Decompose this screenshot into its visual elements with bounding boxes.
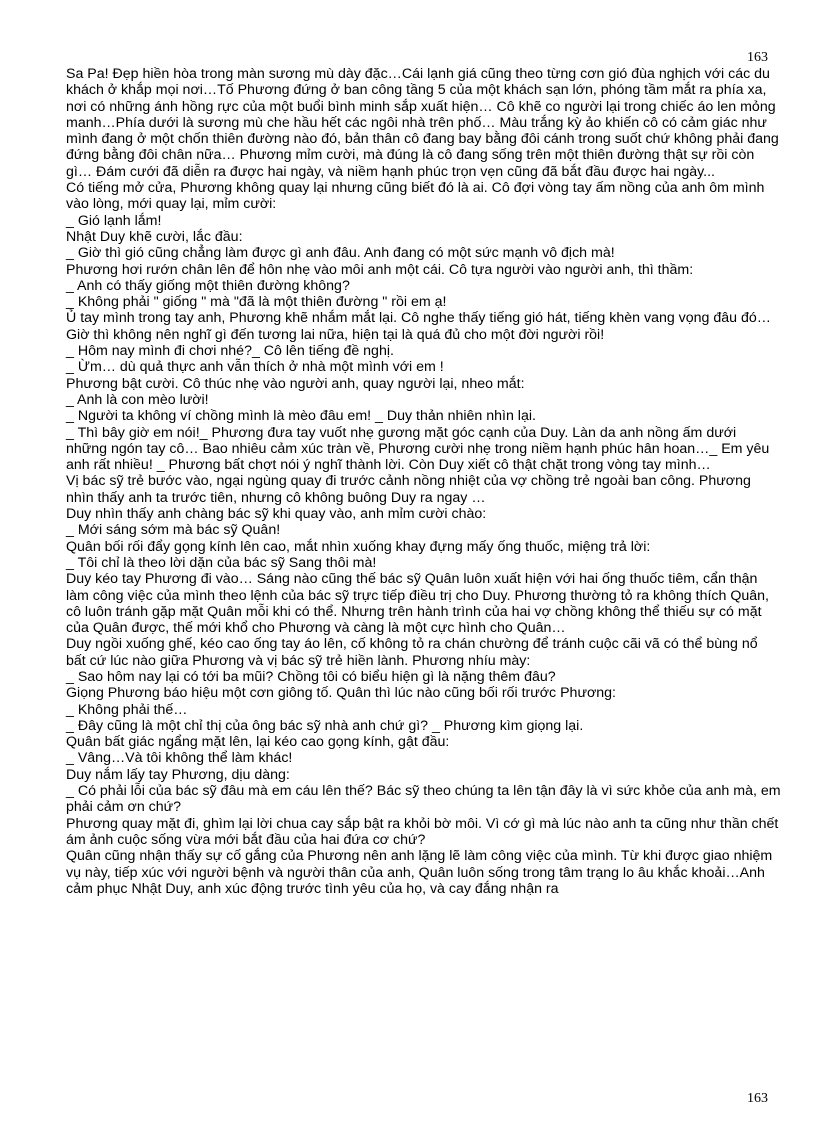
- paragraph: _ Ừm… dù quả thực anh vẫn thích ở nhà một mình với em !: [66, 359, 444, 376]
- paragraph: _ Tôi chỉ là theo lời dặn của bác sỹ Sang thôi mà!: [66, 554, 377, 571]
- story-text: [66, 66, 781, 897]
- paragraph: _ Có phải lỗi của bác sỹ đâu mà em cáu lên thế? Bác sỹ theo chúng ta lên tận đây là vì sức khỏe của anh mà, em phải cảm ơn chứ?: [66, 783, 781, 816]
- paragraph: _ Thì bây giờ em nói!_ Phương đưa tay vuốt nhẹ gương mặt góc cạnh của Duy. Làn da anh nồng ấm dưới những ngón tay cô… Bao nhiêu cảm xúc tràn về, Phương cười nhẹ trong niềm hạnh phúc hân hoan…_ Em yêu anh rất nhiều! _ Phương bất chợt nói ý nghĩ thành lời. Còn Duy xiết cô thật chặt trong vòng tay mình…: [66, 424, 770, 474]
- paragraph: _ Không phải thế…: [66, 701, 188, 718]
- paragraph: Ủ tay mình trong tay anh, Phương khẽ nhắm mắt lại. Cô nghe thấy tiếng gió hát, tiếng khèn vang vọng đâu đó…Giờ thì không nên nghĩ gì đến tương lai nữa, hiện tại là quá đủ cho một đời người rồi!: [66, 310, 771, 343]
- paragraph: _ Vâng…Và tôi không thể làm khác!: [66, 750, 293, 767]
- paragraph: Duy nắm lấy tay Phương, dịu dàng:: [66, 766, 290, 783]
- paragraph: Có tiếng mở cửa, Phương không quay lại nhưng cũng biết đó là ai. Cô đợi vòng tay ấm nồng của anh ôm mình vào lòng, mới quay lại, mỉm cười:: [66, 180, 765, 213]
- paragraph: _ Anh có thấy giống một thiên đường không?: [66, 277, 350, 294]
- paragraph: Vị bác sỹ trẻ bước vào, ngại ngùng quay đi trước cảnh nồng nhiệt của vợ chồng trẻ ngoài ban công. Phương nhìn thấy anh ta trước tiên, nhưng cô không buông Duy ra ngay …: [66, 473, 751, 506]
- paragraph: Quân bối rối đẩy gọng kính lên cao, mắt nhìn xuống khay đựng mấy ống thuốc, miệng trả lời:: [66, 538, 651, 555]
- paragraph: Duy kéo tay Phương đi vào… Sáng nào cũng thế bác sỹ Quân luôn xuất hiện với hai ống thuốc tiêm, cẩn thận làm công việc của mình theo lệnh của bác sỹ trực tiếp điều trị cho Duy. Phương thường tỏ ra không thích Quân, cô luôn tránh gặp mặt Quân mỗi khi có thể. Nhưng trên hành trình của hai vợ chồng không thể thiếu sự có mặt của Quân được, thế mới khổ cho Phương và càng là một cực hình cho Quân…: [66, 571, 769, 637]
- paragraph: Phương bật cười. Cô thúc nhẹ vào người anh, quay người lại, nheo mắt:: [66, 375, 525, 392]
- paragraph: _ Đây cũng là một chỉ thị của ông bác sỹ nhà anh chứ gì? _ Phương kìm giọng lại.: [66, 717, 584, 734]
- paragraph: Quân cũng nhận thấy sự cố gắng của Phương nên anh lặng lẽ làm công việc của mình. Từ khi được giao nhiệm vụ này, tiếp xúc với người bệnh và người thân của anh, Quân luôn sống trong tâm trạng lo âu khắc khoải…Anh cảm phục Nhật Duy, anh xúc động trước tình yêu của họ, và cay đắng nhận ra: [66, 848, 773, 897]
- paragraph: _ Mới sáng sớm mà bác sỹ Quân!: [66, 522, 281, 539]
- paragraph: Quân bất giác ngẩng mặt lên, lại kéo cao gọng kính, gật đầu:: [66, 734, 450, 751]
- paragraph: Phương quay mặt đi, ghìm lại lời chua cay sắp bật ra khỏi bờ môi. Vì cớ gì mà lúc nào anh ta cũng như thần chết ám ảnh cuộc sống vừa mới bắt đầu của hai đứa cơ chứ?: [66, 815, 779, 848]
- paragraph: _ Giờ thì gió cũng chẳng làm được gì anh đâu. Anh đang có một sức mạnh vô địch mà!: [66, 245, 615, 262]
- paragraph: Sa Pa! Đẹp hiền hòa trong màn sương mù dày đặc…Cái lạnh giá cũng theo từng cơn gió đùa nghịch với các du khách ở khắp mọi nơi…Tố Phương đứng ở ban công tầng 5 của một khách sạn lớn, phóng tầm mắt ra phía xa, nơi có những ánh hồng rực của một buổi bình minh sắp xuất hiện… Cô khẽ co người lại trong chiếc áo len mỏng manh…Phía dưới là sương mù che hầu hết các ngôi nhà trên phố… Màu trắng kỳ ảo khiến cô có cảm giác như mình đang ở một chốn thiên đường nào đó, bản thân cô đang bay bằng đôi cánh trong suốt chứ không phải đang đứng bằng đôi chân nữa… Phương mỉm cười, mà đúng là cô đang sống trên một thiên đường thật sự rồi còn gì… Đám cưới đã diễn ra được hai ngày, và niềm hạnh phúc trọn vẹn cũng đã bắt đầu được hai ngày...: [66, 66, 779, 180]
- paragraph: Duy ngồi xuống ghế, kéo cao ống tay áo lên, cố không tỏ ra chán chường để tránh cuộc cãi vã có thể bùng nổ bất cứ lúc nào giữa Phương và vị bác sỹ trẻ hiền lành. Phương nhíu mày:: [66, 636, 758, 669]
- paragraph: _ Sao hôm nay lại có tới ba mũi? Chồng tôi có biểu hiện gì là nặng thêm đâu?: [66, 668, 556, 685]
- paragraph: _ Hôm nay mình đi chơi nhé?_ Cô lên tiếng đề nghị.: [66, 343, 394, 360]
- paragraph: _ Người ta không ví chồng mình là mèo đâu em! _ Duy thản nhiên nhìn lại.: [66, 408, 536, 425]
- paragraph: Duy nhìn thấy anh chàng bác sỹ khi quay vào, anh mỉm cười chào:: [66, 506, 487, 523]
- paragraph: Giọng Phương báo hiệu một cơn giông tố. Quân thì lúc nào cũng bối rối trước Phương:: [66, 685, 616, 702]
- paragraph: Phương hơi rướn chân lên để hôn nhẹ vào môi anh một cái. Cô tựa người vào người anh, thì thầm:: [66, 261, 694, 278]
- paragraph: Nhật Duy khẽ cười, lắc đầu:: [66, 228, 243, 245]
- paragraph: _ Gió lạnh lắm!: [66, 212, 162, 229]
- paragraph: _ Anh là con mèo lười!: [66, 391, 209, 408]
- paragraph: _ Không phải " giống " mà "đã là một thiên đường " rồi em ạ!: [66, 294, 447, 311]
- page-number-bottom: 163: [747, 1091, 768, 1106]
- page-number-top: 163: [747, 50, 768, 65]
